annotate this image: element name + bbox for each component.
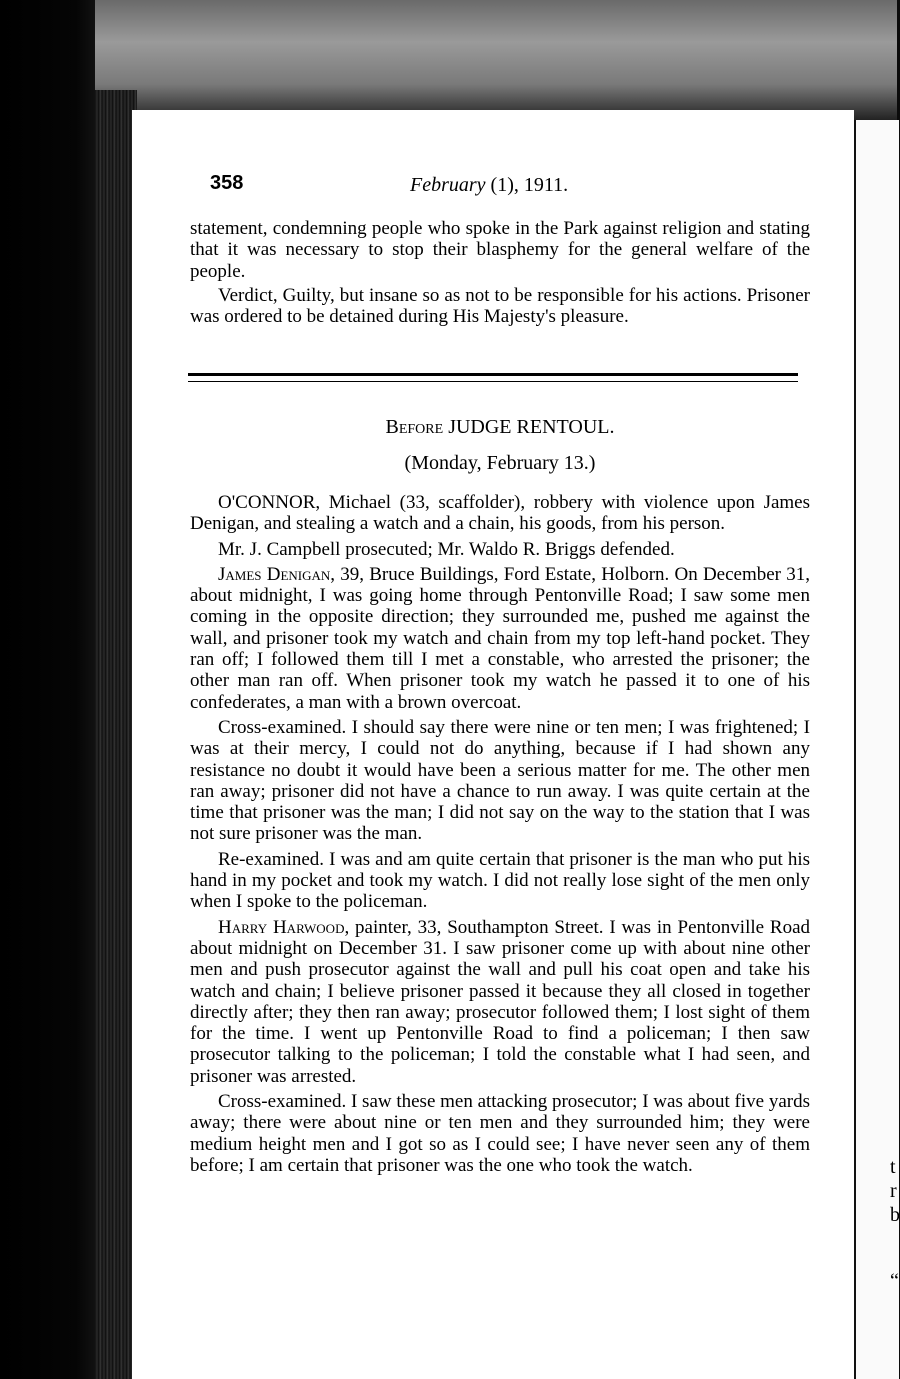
cross-examination-paragraph: Cross-examined. I saw these men attacking prosecutor; I was about five yards away; there were about nine or ten men and they surrounded him; they were medium height men and I got so as I could see; I have never seen any of them before; I am certain that prisoner was the one who took the watch.	[190, 1091, 810, 1176]
book-binding	[95, 90, 137, 1379]
witness-testimony: , painter, 33, Southampton Street. I was in Pentonville Road about midnight on December 31. I saw prisoner come up with about nine other men and push prosecutor against the wall and pull his coat open and take his watch and chain; I believe prisoner passed it because they all closed in together directly after; they then ran away; prosecutor followed them; I lost sight of them for the time. I went up Pentonville Road to find a policeman; I then saw prosecutor talking to the policeman; I told the constable what I had seen, and prisoner was arrested.	[190, 916, 811, 1087]
header-month: February	[410, 174, 486, 196]
re-examination-paragraph: Re-examined. I was and am quite certain that prisoner is the man who put his hand in my pocket and took my watch. I did not really lose sight of the men only when I spoke to the policeman.	[190, 848, 810, 913]
witness-denigan-paragraph	[190, 564, 810, 713]
edge-fragment: b	[890, 1204, 900, 1226]
header-date-rest: (1), 1911.	[490, 174, 569, 196]
witness-name: Harry Harwood	[218, 916, 345, 938]
sitting-date: (Monday, February 13.)	[404, 452, 596, 474]
verdict-paragraph: Verdict, Guilty, but insane so as not to be responsible for his actions. Prisoner was ordered to be detained during His Majesty's pleasure.	[190, 284, 810, 328]
charge-paragraph: O'CONNOR, Michael (33, scaffolder), robbery with violence upon James Denigan, and stealing a watch and a chain, his goods, from his person.	[190, 492, 810, 535]
edge-fragment: t	[890, 1156, 896, 1178]
facing-page-edge	[854, 120, 899, 1379]
section-rule-thick	[188, 373, 798, 376]
left-shadow	[0, 0, 95, 1379]
heading-before: Before	[385, 416, 444, 438]
edge-fragment: r	[890, 1180, 897, 1202]
previous-case-text	[190, 218, 810, 327]
counsel-paragraph: Mr. J. Campbell prosecuted; Mr. Waldo R. Briggs defended.	[218, 538, 675, 560]
running-header	[210, 172, 800, 202]
witness-testimony: , 39, Bruce Buildings, Ford Estate, Holborn. On December 31, about midnight, I was going home through Pentonville Road; I saw some men coming in the opposite direction; they surrounded me, pushed me against the wall, and prisoner took my watch and chain from my top left-hand pocket. They ran off; I followed them till I met a constable, who arrested the prisoner; the other man ran off. When prisoner took my watch he passed it to one of his confederates, a man with a brown overcoat.	[190, 563, 810, 713]
witness-name: James Denigan	[218, 563, 331, 585]
case-text	[190, 492, 810, 1176]
section-rule-thin	[188, 381, 798, 382]
section-heading	[190, 416, 810, 439]
witness-harwood-paragraph	[190, 917, 810, 1087]
header-date	[410, 174, 568, 197]
heading-judge: JUDGE RENTOUL.	[448, 416, 615, 438]
cross-examination-paragraph: Cross-examined. I should say there were nine or ten men; I was frightened; I was at their mercy, I could not do anything, because if I had shown any resistance no doubt it would have been a serious matter for me. The other men ran away; prisoner did not have a chance to run away. I was quite certain at the time that prisoner was the man; I did not say on the way to the station that I was not sure prisoner was the man.	[190, 716, 810, 845]
page-number: 358	[210, 172, 244, 194]
edge-fragment: “	[890, 1270, 899, 1292]
statement-paragraph: statement, condemning people who spoke in the Park against religion and stating that it was necessary to stop their blasphemy for the general welfare of the people.	[190, 218, 810, 282]
